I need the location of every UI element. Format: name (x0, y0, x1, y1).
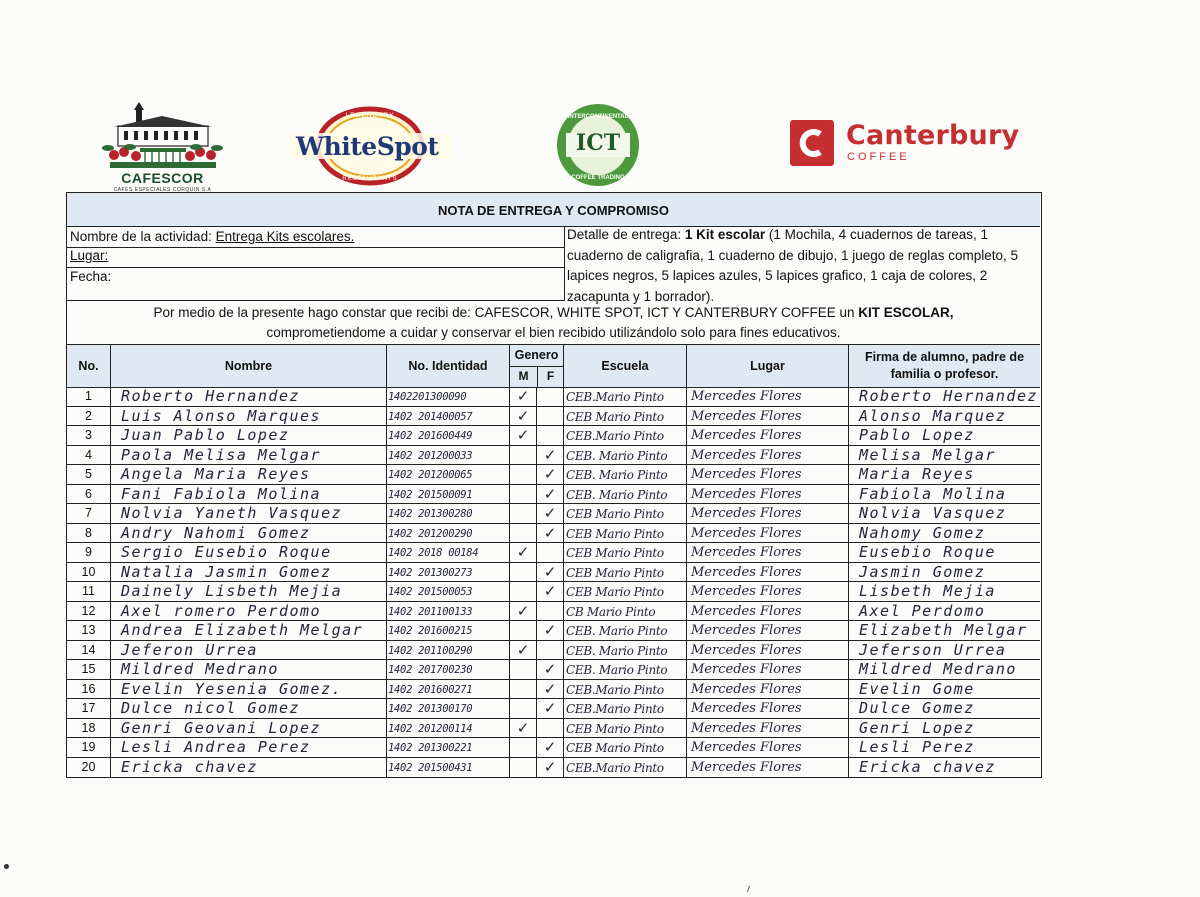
male-check (510, 563, 537, 582)
signature: Pablo Lopez (859, 426, 975, 444)
female-check: ✓ (537, 758, 564, 777)
place: Mercedes Flores (687, 641, 849, 660)
table-row (67, 563, 1040, 583)
place: Mercedes Flores (687, 387, 849, 406)
identity-number: 1402201300090 (387, 387, 510, 406)
identity-number: 1402 201200065 (387, 465, 510, 484)
female-check: ✓ (537, 465, 564, 484)
student-name: Lesli Andrea Perez (111, 738, 387, 757)
whitespot-ring-top: LEGENDARY (345, 112, 395, 119)
place: Mercedes Flores (687, 524, 849, 543)
cafescor-subtitle: CAFES ESPECIALES CORQUIN S.A (113, 187, 212, 193)
female-check (537, 641, 564, 660)
header-place: Lugar (687, 345, 849, 387)
female-check (537, 387, 564, 406)
place: Mercedes Flores (687, 602, 849, 621)
school: CEB.Mario Pinto (564, 426, 687, 445)
row-number: 19 (67, 738, 111, 757)
student-name: Paola Melisa Melgar (111, 446, 387, 465)
table-row (67, 524, 1040, 544)
row-number: 2 (67, 407, 111, 426)
female-check (537, 543, 564, 562)
pledge-statement (67, 300, 1040, 345)
row-number: 3 (67, 426, 111, 445)
place: Mercedes Flores (687, 758, 849, 777)
school: CEB.Mario Pinto (564, 680, 687, 699)
row-number: 7 (67, 504, 111, 523)
table-row (67, 602, 1040, 622)
signature: Jeferson Urrea (859, 640, 1007, 659)
female-check (537, 719, 564, 738)
signature: Jasmin Gomez (859, 562, 986, 581)
school: CEB Mario Pinto (564, 524, 687, 543)
identity-number: 1402 201300170 (387, 699, 510, 718)
male-check (510, 738, 537, 757)
female-check: ✓ (537, 485, 564, 504)
signature: Evelin Gome (859, 679, 975, 698)
pledge-text-1: Por medio de la presente hago constar que recibi de: CAFESCOR, WHITE SPOT, ICT Y CANTERBURY COFFEE un (153, 305, 859, 320)
place: Mercedes Flores (687, 582, 849, 601)
male-check (510, 524, 537, 543)
student-name: Genri Geovani Lopez (111, 719, 387, 738)
place: Mercedes Flores (687, 660, 849, 679)
signature: Melisa Melgar (859, 445, 996, 464)
student-name: Mildred Medrano (111, 660, 387, 679)
female-check: ✓ (537, 446, 564, 465)
identity-number: 1402 201300273 (387, 563, 510, 582)
place: Mercedes Flores (687, 680, 849, 699)
female-check: ✓ (537, 563, 564, 582)
male-check: ✓ (510, 641, 537, 660)
identity-number: 1402 201500053 (387, 582, 510, 601)
row-number: 16 (67, 680, 111, 699)
identity-number: 1402 201300221 (387, 738, 510, 757)
pledge-kit: KIT ESCOLAR, (858, 305, 954, 320)
scan-mark (747, 886, 753, 892)
canterbury-c-icon (790, 120, 834, 166)
male-check (510, 446, 537, 465)
student-name: Angela Maria Reyes (111, 465, 387, 484)
male-check (510, 485, 537, 504)
signature: Roberto Hernandez (859, 387, 1039, 405)
identity-number: 1402 201200290 (387, 524, 510, 543)
school: CEB. Mario Pinto (564, 660, 687, 679)
student-name: Dainely Lisbeth Mejia (111, 582, 387, 601)
detail-label: Detalle de entrega: (567, 227, 682, 242)
table-row (67, 719, 1040, 739)
row-number: 9 (67, 543, 111, 562)
ict-ring-top: INTERCONTINENTAL (567, 114, 629, 120)
header-no: No. (67, 345, 111, 387)
male-check (510, 699, 537, 718)
student-name: Ericka chavez (111, 758, 387, 777)
row-number: 13 (67, 621, 111, 640)
student-name: Juan Pablo Lopez (111, 426, 387, 445)
activity-value: Entrega Kits escolares. (215, 229, 355, 244)
school: CEB.Mario Pinto (564, 758, 687, 777)
table-header (67, 345, 1040, 388)
signature: Lisbeth Mejia (859, 582, 996, 600)
school: CEB.Mario Pinto (564, 387, 687, 406)
student-name: Evelin Yesenia Gomez. (111, 680, 387, 699)
table-row (67, 621, 1040, 641)
male-check: ✓ (510, 387, 537, 406)
row-number: 12 (67, 602, 111, 621)
signature: Mildred Medrano (859, 660, 1017, 678)
signature: Maria Reyes (859, 465, 975, 483)
cafescor-logo (100, 100, 225, 195)
header-signature: Firma de alumno, padre de familia o profesor. (864, 350, 1025, 381)
canterbury-logo (790, 118, 1030, 168)
school: CEB Mario Pinto (564, 504, 687, 523)
female-check: ✓ (537, 738, 564, 757)
table-row (67, 407, 1040, 427)
identity-number: 1402 201400057 (387, 407, 510, 426)
student-name: Natalia Jasmin Gomez (111, 563, 387, 582)
school: CEB Mario Pinto (564, 407, 687, 426)
school: CEB.Mario Pinto (564, 699, 687, 718)
header-name: Nombre (111, 345, 387, 387)
activity-label: Nombre de la actividad: (70, 229, 212, 244)
table-row (67, 446, 1040, 466)
signature: Elizabeth Melgar (859, 621, 1028, 639)
student-name: Jeferon Urrea (111, 641, 387, 660)
female-check (537, 426, 564, 445)
identity-number: 1402 201600215 (387, 621, 510, 640)
student-name: Luis Alonso Marques (111, 407, 387, 426)
pledge-text-2: comprometiendome a cuidar y conservar el bien recibido utilizándolo solo para fines educativos. (266, 325, 841, 340)
student-name: Nolvia Yaneth Vasquez (111, 504, 387, 523)
table-row (67, 641, 1040, 661)
row-number: 15 (67, 660, 111, 679)
signature: Nahomy Gomez (859, 523, 986, 542)
row-number: 20 (67, 758, 111, 777)
female-check: ✓ (537, 699, 564, 718)
activity-line (70, 229, 354, 244)
signature: Lesli Perez (859, 738, 975, 756)
identity-number: 1402 201100133 (387, 602, 510, 621)
school: CB Mario Pinto (564, 602, 687, 621)
male-check (510, 758, 537, 777)
male-check (510, 582, 537, 601)
student-name: Andry Nahomi Gomez (111, 524, 387, 543)
male-check (510, 621, 537, 640)
header-male: M (510, 366, 538, 387)
row-number: 5 (67, 465, 111, 484)
table-row (67, 426, 1040, 446)
student-name: Axel romero Perdomo (111, 602, 387, 621)
male-check (510, 504, 537, 523)
row-number: 4 (67, 446, 111, 465)
identity-number: 1402 201700230 (387, 660, 510, 679)
detail-kit: 1 Kit escolar (684, 227, 766, 242)
student-name: Roberto Hernandez (111, 387, 387, 406)
male-check: ✓ (510, 426, 537, 445)
table-row (67, 738, 1040, 758)
row-number: 8 (67, 524, 111, 543)
school: CEB Mario Pinto (564, 563, 687, 582)
male-check: ✓ (510, 602, 537, 621)
female-check (537, 407, 564, 426)
cafescor-name: CAFESCOR (121, 170, 204, 186)
table-row (67, 680, 1040, 700)
header-female: F (546, 369, 555, 383)
divider (67, 247, 564, 248)
date-label: Fecha: (70, 269, 112, 284)
female-check: ✓ (537, 660, 564, 679)
male-check (510, 465, 537, 484)
place: Mercedes Flores (687, 465, 849, 484)
row-number: 17 (67, 699, 111, 718)
female-check: ✓ (537, 524, 564, 543)
canterbury-name: Canterbury (846, 120, 1020, 151)
header-id: No. Identidad (387, 345, 510, 387)
school: CEB Mario Pinto (564, 543, 687, 562)
female-check: ✓ (537, 680, 564, 699)
table-row (67, 387, 1040, 407)
signature: Nolvia Vasquez (859, 504, 1007, 522)
logo-header (0, 0, 1200, 200)
identity-number: 1402 201200114 (387, 719, 510, 738)
header-gender-label: Genero (510, 345, 563, 367)
signature: Eusebio Roque (859, 543, 996, 561)
identity-number: 1402 201600449 (387, 426, 510, 445)
scan-mark (4, 864, 9, 869)
signature: Genri Lopez (859, 718, 975, 737)
signature: Axel Perdomo (859, 601, 986, 620)
table-row (67, 485, 1040, 505)
place: Mercedes Flores (687, 563, 849, 582)
school: CEB Mario Pinto (564, 582, 687, 601)
form-title: NOTA DE ENTREGA Y COMPROMISO (67, 193, 1040, 227)
place: Mercedes Flores (687, 446, 849, 465)
row-number: 14 (67, 641, 111, 660)
signature: Ericka chavez (859, 757, 996, 776)
identity-number: 1402 2018 00184 (387, 543, 510, 562)
header-school: Escuela (564, 345, 687, 387)
activity-info (67, 226, 565, 301)
place: Mercedes Flores (687, 719, 849, 738)
female-check: ✓ (537, 504, 564, 523)
female-check: ✓ (537, 582, 564, 601)
signature: Dulce Gomez (859, 699, 975, 717)
row-number: 1 (67, 387, 111, 406)
place: Mercedes Flores (687, 407, 849, 426)
place: Mercedes Flores (687, 504, 849, 523)
identity-number: 1402 201100290 (387, 641, 510, 660)
table-row (67, 699, 1040, 719)
school: CEB. Mario Pinto (564, 446, 687, 465)
table-row (67, 758, 1040, 778)
whitespot-logo (290, 106, 450, 186)
ict-ring-bottom: COFFEE TRADING (571, 175, 625, 181)
place: Mercedes Flores (687, 426, 849, 445)
row-number: 18 (67, 719, 111, 738)
school: CEB. Mario Pinto (564, 485, 687, 504)
row-number: 10 (67, 563, 111, 582)
table-row (67, 465, 1040, 485)
ict-logo (552, 103, 644, 187)
school: CEB. Mario Pinto (564, 641, 687, 660)
school: CEB Mario Pinto (564, 738, 687, 757)
place-label: Lugar: (70, 248, 109, 263)
divider (67, 267, 564, 268)
whitespot-name: WhiteSpot (296, 132, 439, 161)
identity-number: 1402 201300280 (387, 504, 510, 523)
identity-number: 1402 201600271 (387, 680, 510, 699)
place: Mercedes Flores (687, 699, 849, 718)
delivery-detail (567, 225, 1037, 307)
canterbury-subtitle: COFFEE (847, 151, 910, 163)
place: Mercedes Flores (687, 485, 849, 504)
row-number: 11 (67, 582, 111, 601)
male-check: ✓ (510, 719, 537, 738)
male-check (510, 680, 537, 699)
table-row (67, 582, 1040, 602)
table-row (67, 504, 1040, 524)
male-check (510, 660, 537, 679)
header-gender (510, 345, 564, 387)
place: Mercedes Flores (687, 621, 849, 640)
identity-number: 1402 201200033 (387, 446, 510, 465)
ict-name: ICT (575, 130, 621, 156)
place: Mercedes Flores (687, 738, 849, 757)
detail-items: (1 Mochila, 4 cuadernos de tareas, 1 cuaderno de caligrafia, 1 cuaderno de dibujo, 1 juego de reglas completo, 5 lapices negros, 5 lapices azules, 5 lapices grafico, 1 caja de colores, 2 zacapunta y 1 borrador). (567, 227, 1019, 304)
identity-number: 1402 201500431 (387, 758, 510, 777)
row-number: 6 (67, 485, 111, 504)
female-check (537, 602, 564, 621)
school: CEB. Mario Pinto (564, 621, 687, 640)
female-check: ✓ (537, 621, 564, 640)
student-name: Andrea Elizabeth Melgar (111, 621, 387, 640)
student-name: Dulce nicol Gomez (111, 699, 387, 718)
identity-number: 1402 201500091 (387, 485, 510, 504)
school: CEB Mario Pinto (564, 719, 687, 738)
male-check: ✓ (510, 407, 537, 426)
whitespot-ring-bottom: RESTAURANTS (342, 176, 398, 182)
male-check: ✓ (510, 543, 537, 562)
table-row (67, 660, 1040, 680)
student-name: Sergio Eusebio Roque (111, 543, 387, 562)
table-row (67, 543, 1040, 563)
school: CEB. Mario Pinto (564, 465, 687, 484)
signature: Fabiola Molina (859, 484, 1007, 503)
place: Mercedes Flores (687, 543, 849, 562)
signature: Alonso Marquez (859, 406, 1007, 425)
cafescor-building-icon (100, 100, 225, 172)
student-name: Fani Fabiola Molina (111, 485, 387, 504)
delivery-form (66, 192, 1042, 778)
